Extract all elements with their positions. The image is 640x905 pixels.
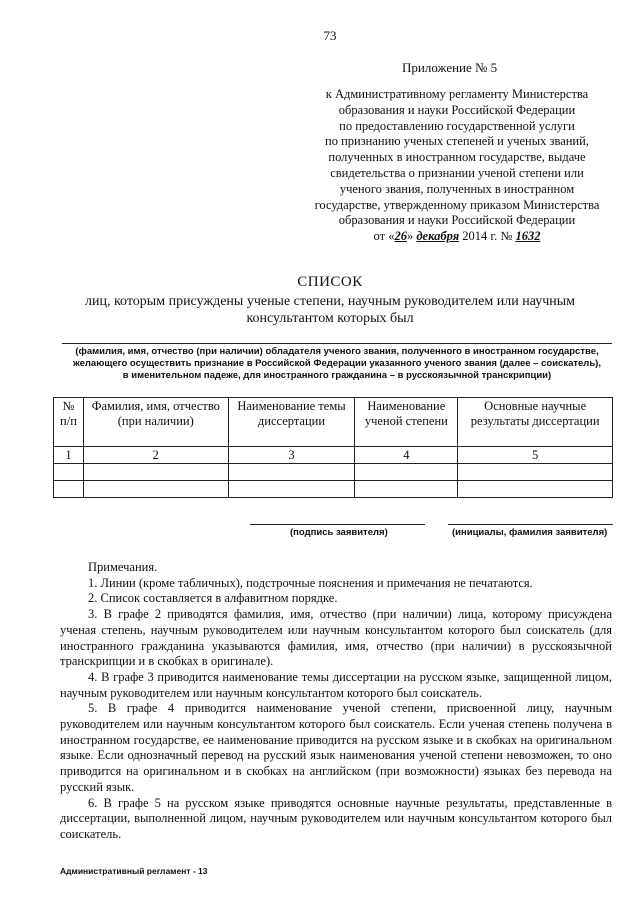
note-item: 4. В графе 3 приводится наименование темы диссертации на русском языке, защищенной лицом, научным руководителем или научным консультантом которого был соискатель. [60, 669, 612, 700]
table-cell [458, 481, 613, 498]
table-cell [355, 481, 458, 498]
document-title: СПИСОК [297, 274, 363, 290]
note-item: 6. В графе 5 на русском языке приводятся основные научные результаты, представленные в диссертации, выполненной лицом, научным руководителем или научным консультантом которого был соискатель. [60, 795, 612, 841]
table-row [54, 481, 613, 498]
order-number: 1632 [515, 229, 541, 244]
table-row [54, 447, 613, 464]
fill-caption-line: желающего осуществить признание в Российской Федерации указанного ученого звания (далее – соискатель), [73, 358, 601, 369]
column-number: 2 [83, 447, 228, 464]
fill-caption [62, 346, 612, 382]
footer: Административный регламент - 13 [60, 866, 208, 876]
signature-line [250, 524, 425, 525]
table-header-row [54, 398, 613, 447]
header-name: Фамилия, имя, отчество (при наличии) [83, 398, 228, 447]
table-cell [355, 464, 458, 481]
appendix-line: образования и науки Российской Федерации [338, 102, 576, 117]
order-month: декабря [416, 229, 460, 244]
table-cell [54, 464, 84, 481]
order-mid: » [406, 229, 417, 244]
initials-caption: (инициалы, фамилия заявителя) [452, 527, 608, 538]
header-degree: Наименование ученой степени [355, 398, 458, 447]
note-item: 3. В графе 2 приводятся фамилия, имя, отчество (при наличии) лица, которому присуждена ученая степень, научным руководителем или научным консультантом которого был соискатель (для иностранного гражданина указываются фамилия, имя, отчество (при наличии) в русскоязычной транскрипции и в скобках в оригинале). [60, 607, 612, 669]
column-number: 4 [355, 447, 458, 464]
initials-line [448, 524, 613, 525]
appendix-line: к Административному регламенту Министерства [325, 87, 589, 101]
appendix-title: Приложение № 5 [402, 60, 498, 75]
notes-heading: Примечания. [88, 560, 158, 574]
appendix-line: полученных в иностранном государстве, выдаче [328, 150, 586, 165]
note-item: 2. Список составляется в алфавитном порядке. [88, 591, 338, 606]
fill-line [62, 343, 612, 344]
note-item: 1. Линии (кроме табличных), подстрочные пояснения и примечания не печатаются. [88, 575, 533, 590]
page-number: 73 [323, 28, 337, 43]
list-table [53, 397, 613, 498]
table-cell [83, 464, 228, 481]
table-cell [228, 464, 355, 481]
table-cell [83, 481, 228, 498]
fill-caption-line: (фамилия, имя, отчество (при наличии) обладателя ученого звания, полученного в иностранном государстве, [75, 346, 599, 357]
column-number: 1 [54, 447, 84, 464]
order-day: 26 [394, 229, 407, 244]
signature-caption: (подпись заявителя) [290, 527, 388, 538]
order-year: 2014 г. № [459, 229, 516, 244]
header-results: Основные научные результаты диссертации [458, 398, 613, 447]
header-topic: Наименование темы диссертации [228, 398, 355, 447]
order-line [300, 229, 614, 245]
appendix-text [300, 87, 614, 245]
table-row [54, 464, 613, 481]
table-cell [458, 464, 613, 481]
column-number: 5 [458, 447, 613, 464]
note-item: 5. В графе 4 приводится наименование ученой степени, присвоенной лицу, научным руководителем или научным консультантом которого был соискатель. Если ученая степень получена в иностранном государстве, ее наименование приводится на русском языке и в скобках на оригинальном языке. Если однозначный перевод на русский язык наименования ученой степени невозможен, то оно приводится на оригинальном и в скобках на английском (при возможности) языках без перевода на русский язык. [60, 701, 612, 794]
fill-caption-line: в именительном падеже, для иностранного гражданина – в русскоязычной транскрипции) [122, 370, 552, 381]
appendix-line: государстве, утвержденному приказом Министерства [314, 197, 600, 212]
column-number: 3 [228, 447, 355, 464]
appendix-line: свидетельства о признании ученой степени или [330, 165, 584, 180]
appendix-line: ученого звания, полученных в иностранном [339, 181, 575, 196]
document-subtitle: лиц, которым присуждены ученые степени, научным руководителем или научным консультантом которых был [85, 294, 575, 326]
order-prefix: от « [373, 229, 395, 244]
notes [60, 560, 612, 843]
table-cell [54, 481, 84, 498]
appendix-line: по предоставлению государственной услуги [339, 118, 575, 133]
appendix-line: по признанию ученых степеней и ученых званий, [325, 134, 589, 149]
appendix-line: образования и науки Российской Федерации [338, 213, 576, 228]
table-cell [228, 481, 355, 498]
header-number: № п/п [54, 398, 84, 447]
